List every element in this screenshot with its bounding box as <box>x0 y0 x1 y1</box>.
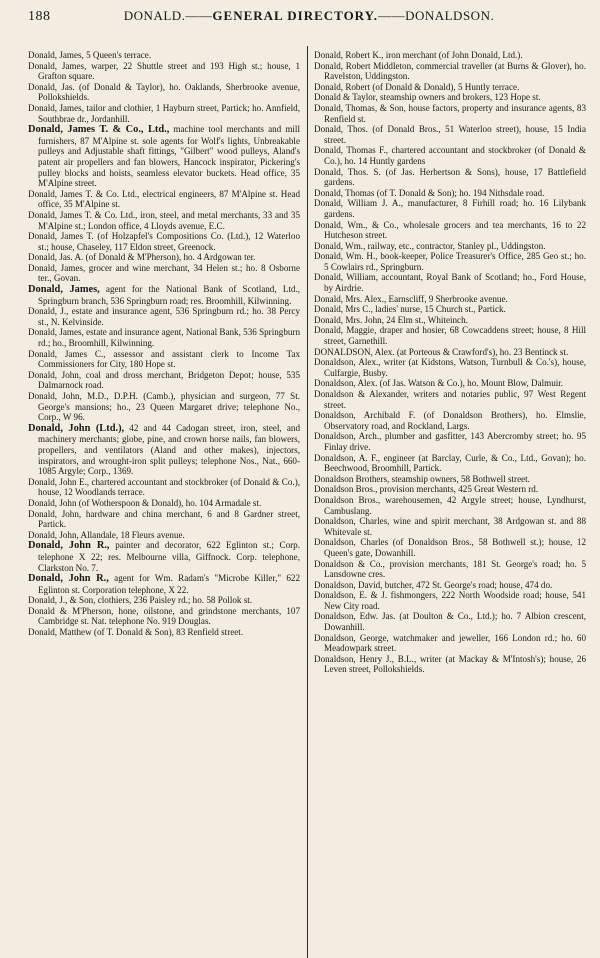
directory-entry <box>314 272 586 293</box>
entry-text: Donald, Robert (of Donald & Donald), 5 Huntly terrace. <box>314 81 520 92</box>
directory-entry <box>314 495 586 516</box>
entry-text: Donaldson & Co., provision merchants, 181 St. George's road; ho. 5 Lansdowne cres. <box>314 558 586 580</box>
directory-entry <box>28 252 300 263</box>
entry-text: Donald, Robert Middleton, commercial traveller (at Burns & Glover), ho. Ravelston, Uddingston. <box>314 60 586 82</box>
directory-entry <box>314 611 586 632</box>
directory-entry <box>314 124 586 145</box>
directory-entry <box>28 189 300 210</box>
entry-text: Donaldson, Charles, wine and spirit merchant, 38 Ardgowan st. and 88 Whitevale st. <box>314 516 586 537</box>
entry-text: Donald, John, coal and dross merchant, Bridgeton Depot; house, 535 Dalmarnock road. <box>28 369 300 391</box>
directory-entry <box>28 627 300 638</box>
entry-text: Donald, John E., chartered accountant and stockbroker (of Donald & Co.), house, 12 Woodlands terrace. <box>28 476 300 498</box>
directory-entry <box>28 498 300 509</box>
directory-entry <box>314 50 586 61</box>
entry-text: Donald, James, tailor and clothier, 1 Hayburn street, Partick; ho. Annfield, Southbrae dr., Jordanhill. <box>28 102 300 124</box>
column-divider <box>307 46 308 958</box>
header-left-word: DONALD. <box>123 8 186 23</box>
entry-text: Donald, Jas. A. (of Donald & M'Pherson), ho. 4 Ardgowan ter. <box>28 252 256 263</box>
entry-text: Donaldson, Henry J., B.L., writer (at Mackay & M'Intosh's); house, 26 Leven street, Pollokshields. <box>314 653 586 675</box>
directory-entry <box>314 241 586 252</box>
entry-text: Donaldson, E. & J. fishmongers, 222 North Woodside road; house, 541 New City road. <box>314 590 586 611</box>
entry-text: Donaldson, Edw. Jas. (at Doulton & Co., Ltd.); ho. 7 Albion crescent, Dowanhill. <box>314 611 586 633</box>
page-header <box>28 8 590 30</box>
entry-text: Donald, James T. & Co. Ltd., electrical engineers, 87 M'Alpine st. Head office, 35 M'Alpine st. <box>28 188 300 210</box>
directory-entry <box>314 516 586 537</box>
entry-text: Donald, Maggie, draper and hosier, 68 Cowcaddens street; house, 8 Hill street, Garnethill. <box>314 325 586 347</box>
entry-text: Donald, James, 5 Queen's terrace. <box>28 50 152 60</box>
entry-text: Donald, Jas. (of Donald & Taylor), ho. Oaklands, Sherbrooke avenue, Pollokshields. <box>28 81 300 103</box>
directory-entry <box>28 423 300 477</box>
entry-name-bold: Donald, John (Ltd.), <box>28 422 125 434</box>
directory-entry <box>314 325 586 346</box>
entry-text: Donald, J., & Son, clothiers, 236 Paisley rd.; ho. 58 Pollok st. <box>28 595 253 606</box>
directory-entry <box>314 474 586 485</box>
directory-entry <box>314 410 586 431</box>
header-right-word: DONALDSON. <box>405 8 495 23</box>
left-column <box>28 50 300 675</box>
directory-entry <box>28 477 300 498</box>
directory-entry <box>28 370 300 391</box>
directory-entry <box>314 537 586 558</box>
directory-entry <box>314 357 586 378</box>
entry-text: Donaldson, Charles (of Donaldson Bros., 58 Bothwell st.); house, 12 Queen's gate, Dowanhill. <box>314 537 586 558</box>
directory-entry <box>28 540 300 573</box>
directory-entry <box>314 103 586 124</box>
entry-text: Donald, William J. A., manufacturer, 8 Firhill road; ho. 16 Lilybank gardens. <box>314 198 586 219</box>
entry-text: Donald & M'Pherson, hone, oilstone, and grindstone merchants, 107 Cambridge st. Nat. telephone No. 919 Douglas. <box>28 605 300 627</box>
right-column <box>314 50 586 675</box>
entry-text: Donald, J., estate and insurance agent, 536 Springburn rd.; ho. 38 Percy st., N. Kelvinside. <box>28 306 300 327</box>
directory-entry <box>314 294 586 305</box>
directory-entry <box>314 453 586 474</box>
entry-text: Donald, James T. & Co. Ltd., iron, steel, and metal merchants, 33 and 35 M'Alpine st.; London office, 4 Lloyds avenue, E.C. <box>28 209 300 231</box>
directory-entry <box>314 92 586 103</box>
directory-entry <box>28 50 300 61</box>
directory-entry <box>28 573 300 595</box>
entry-text: Donald, James, grocer and wine merchant, 34 Helen st.; ho. 8 Osborne ter., Govan. <box>28 262 300 284</box>
entry-text: DONALDSON, Alex. (at Porteous & Crawford's), ho. 23 Bentinck st. <box>314 346 569 357</box>
directory-entry <box>314 167 586 188</box>
entry-text: machine tool merchants and mill furnishers, 87 M'Alpine st. sole agents for Wolf's lights, Unbreakable pulleys and Adjustable shaft fittings, "Gilbert" wood pulleys, Aland's patent air propellers and fan blowers, Hancock inspirator, Pickering's pulley blocks and hoists, seamless elevator buckets. Head office, 35 M'Alpine street. <box>38 124 300 189</box>
entry-text: Donald, Wm., railway, etc., contractor, Stanley pl., Uddingston. <box>314 240 546 251</box>
entry-text: 42 and 44 Cadogan street, iron, steel, and machinery merchants; globe, pine, and crown horse nails, fan blowers, propellers, and ventilators (Aland and other makes), injectors, inspirators, and wrought-iron split pulleys; telephone Nos., Nat., 660-1085 Argyle; Corp., 1369. <box>38 422 300 477</box>
directory-entry <box>314 304 586 315</box>
entry-text: Donald, John, Allandale, 18 Fleurs avenue. <box>28 529 185 540</box>
directory-entry <box>314 251 586 272</box>
entry-text: Donald, James, estate and insurance agent, National Bank, 536 Springburn rd.; ho., Broomhill, Kilwinning. <box>28 327 300 349</box>
entry-text: Donaldson, David, butcher, 472 St. George's road; house, 474 do. <box>314 579 553 590</box>
entry-text: Donald, John (of Wotherspoon & Donald), ho. 104 Armadale st. <box>28 497 262 508</box>
entry-text: Donald, Mrs. Alex., Earnscliff, 9 Sherbrooke avenue. <box>314 293 508 304</box>
entry-text: Donald, Thos. S. (of Jas. Herbertson & Sons), house, 17 Battlefield gardens. <box>314 166 586 188</box>
entry-text: Donaldson Bros., warehousemen, 42 Argyle street; house, Lyndhurst, Cambuslang. <box>314 494 586 516</box>
directory-entry <box>28 595 300 606</box>
entry-text: Donald, John, hardware and china merchant, 6 and 8 Gardner street, Partick. <box>28 508 300 530</box>
entry-text: Donald, Mrs. John, 24 Elm st., Whiteinch. <box>314 314 468 325</box>
directory-entry <box>314 82 586 93</box>
entry-text: Donald & Taylor, steamship owners and brokers, 123 Hope st. <box>314 92 541 103</box>
directory-entry <box>314 389 586 410</box>
directory-entry <box>314 559 586 580</box>
directory-entry <box>314 315 586 326</box>
entry-name-bold: Donald, John R., <box>28 573 109 585</box>
entry-text: Donald, John, M.D., D.P.H. (Camb.), physician and surgeon, 77 St. George's mansions; ho., 23 Queen Margaret drive; telephone No., Corp., W 96. <box>28 391 300 423</box>
directory-entry <box>314 220 586 241</box>
entry-text: Donaldson & Alexander, writers and notaries public, 97 West Regent street. <box>314 389 586 410</box>
header-center-word: GENERAL DIRECTORY. <box>212 8 379 23</box>
directory-entry <box>314 347 586 358</box>
entry-text: Donald, Mrs C., ladies' nurse, 15 Church st., Partick. <box>314 304 506 315</box>
directory-entry <box>28 103 300 124</box>
directory-entry <box>28 284 300 306</box>
directory-entry <box>28 263 300 284</box>
entry-text: agent for Wm. Radam's "Microbe Killer," 622 Eglinton st. Corporation telephone, X 22. <box>38 573 301 595</box>
directory-entry <box>28 509 300 530</box>
entry-text: Donald, Thomas (of T. Donald & Son); ho. 194 Nithsdale road. <box>314 187 545 198</box>
columns <box>28 50 590 675</box>
entry-text: Donald, Thomas F., chartered accountant and stockbroker (of Donald & Co.), ho. 14 Huntly gardens <box>314 145 586 166</box>
directory-entry <box>28 231 300 252</box>
directory-entry <box>28 124 300 189</box>
directory-entry <box>28 327 300 348</box>
directory-entry <box>28 82 300 103</box>
entry-text: Donald, James, warper, 22 Shuttle street and 193 High st.; house, 1 Grafton square. <box>28 60 300 82</box>
entry-text: Donald, James C., assessor and assistant clerk to Income Tax Commissioners for City, 180 Hope st. <box>28 348 300 370</box>
entry-text: Donald, Wm. H., book-keeper, Police Treasurer's Office, 285 Geo st.; ho. 5 Cowlairs rd., Springburn. <box>314 251 586 272</box>
entry-text: painter and decorator, 622 Eglinton st.; Corp. telephone X 22; res. Melbourne villa, Giffnock. Corp. telephone, Clarkston No. 7. <box>38 540 301 573</box>
directory-entry <box>28 349 300 370</box>
directory-entry <box>314 484 586 495</box>
directory-entry <box>314 633 586 654</box>
directory-entry <box>28 210 300 231</box>
running-title: DONALD.——GENERAL DIRECTORY.——DONALDSON. <box>123 8 495 23</box>
directory-entry <box>314 61 586 82</box>
entry-text: Donaldson, Archibald F. (of Donaldson Brothers), ho. Elmslie, Observatory road, and Rockland, Largs. <box>314 410 586 431</box>
entry-text: Donaldson, Alex. (of Jas. Watson & Co.), ho. Mount Blow, Dalmuir. <box>314 378 564 389</box>
entry-text: Donaldson, A. F., engineer (at Barclay, Curle, & Co., Ltd., Govan); ho. Beechwood, Broomhill, Partick. <box>314 452 586 474</box>
directory-entry <box>28 530 300 541</box>
entry-text: Donaldson, Alex., writer (at Kidstons, Watson, Turnbull & Co.'s), house, Culfargie, Busby. <box>314 357 586 378</box>
entry-text: Donald, Thomas, & Son, house factors, property and insurance agents, 83 Renfield st. <box>314 102 586 124</box>
entry-text: Donaldson Brothers, steamship owners, 58 Bothwell street. <box>314 473 530 484</box>
entry-name-bold: Donald, James T. & Co., Ltd., <box>28 124 170 136</box>
entry-text: Donaldson, Arch., plumber and gasfitter, 143 Abercromby street; ho. 95 Finlay drive. <box>314 431 586 452</box>
entry-text: Donald, Robert K., iron merchant (of John Donald, Ltd.). <box>314 50 523 60</box>
directory-entry <box>314 378 586 389</box>
directory-entry <box>28 306 300 327</box>
entry-text: agent for the National Bank of Scotland, Ltd., Springburn branch, 536 Springburn road; res. Broomhill, Kilwinning. <box>38 284 300 306</box>
entry-text: Donaldson, George, watchmaker and jeweller, 166 London rd.; ho. 60 Meadowpark street. <box>314 632 586 654</box>
entry-text: Donaldson Bros., provision merchants, 425 Great Western rd. <box>314 484 539 495</box>
entry-text: Donald, Wm., & Co., wholesale grocers and tea merchants, 16 to 22 Hutcheson street. <box>314 219 586 241</box>
entry-name-bold: Donald, James, <box>28 284 100 296</box>
entry-name-bold: Donald, John R., <box>28 540 110 552</box>
entry-text: Donald, Thos. (of Donald Bros., 51 Waterloo street), house, 15 India street. <box>314 124 586 145</box>
directory-entry <box>314 188 586 199</box>
directory-entry <box>314 431 586 452</box>
directory-entry <box>314 145 586 166</box>
directory-entry <box>28 61 300 82</box>
directory-entry <box>28 606 300 627</box>
entry-text: Donald, Matthew (of T. Donald & Son), 83 Renfield street. <box>28 627 244 638</box>
directory-entry <box>314 654 586 675</box>
directory-entry <box>314 198 586 219</box>
entry-text: Donald, James T. (of Holzapfel's Compositions Co. (Ltd.), 12 Waterloo st.; house, Chaseley, 117 Eldon street, Greenock. <box>28 231 300 252</box>
entry-text: Donald, William, accountant, Royal Bank of Scotland; ho., Ford House, by Airdrie. <box>314 272 586 294</box>
directory-entry <box>28 391 300 423</box>
directory-entry <box>314 580 586 591</box>
page-number: 188 <box>28 9 51 24</box>
directory-entry <box>314 590 586 611</box>
